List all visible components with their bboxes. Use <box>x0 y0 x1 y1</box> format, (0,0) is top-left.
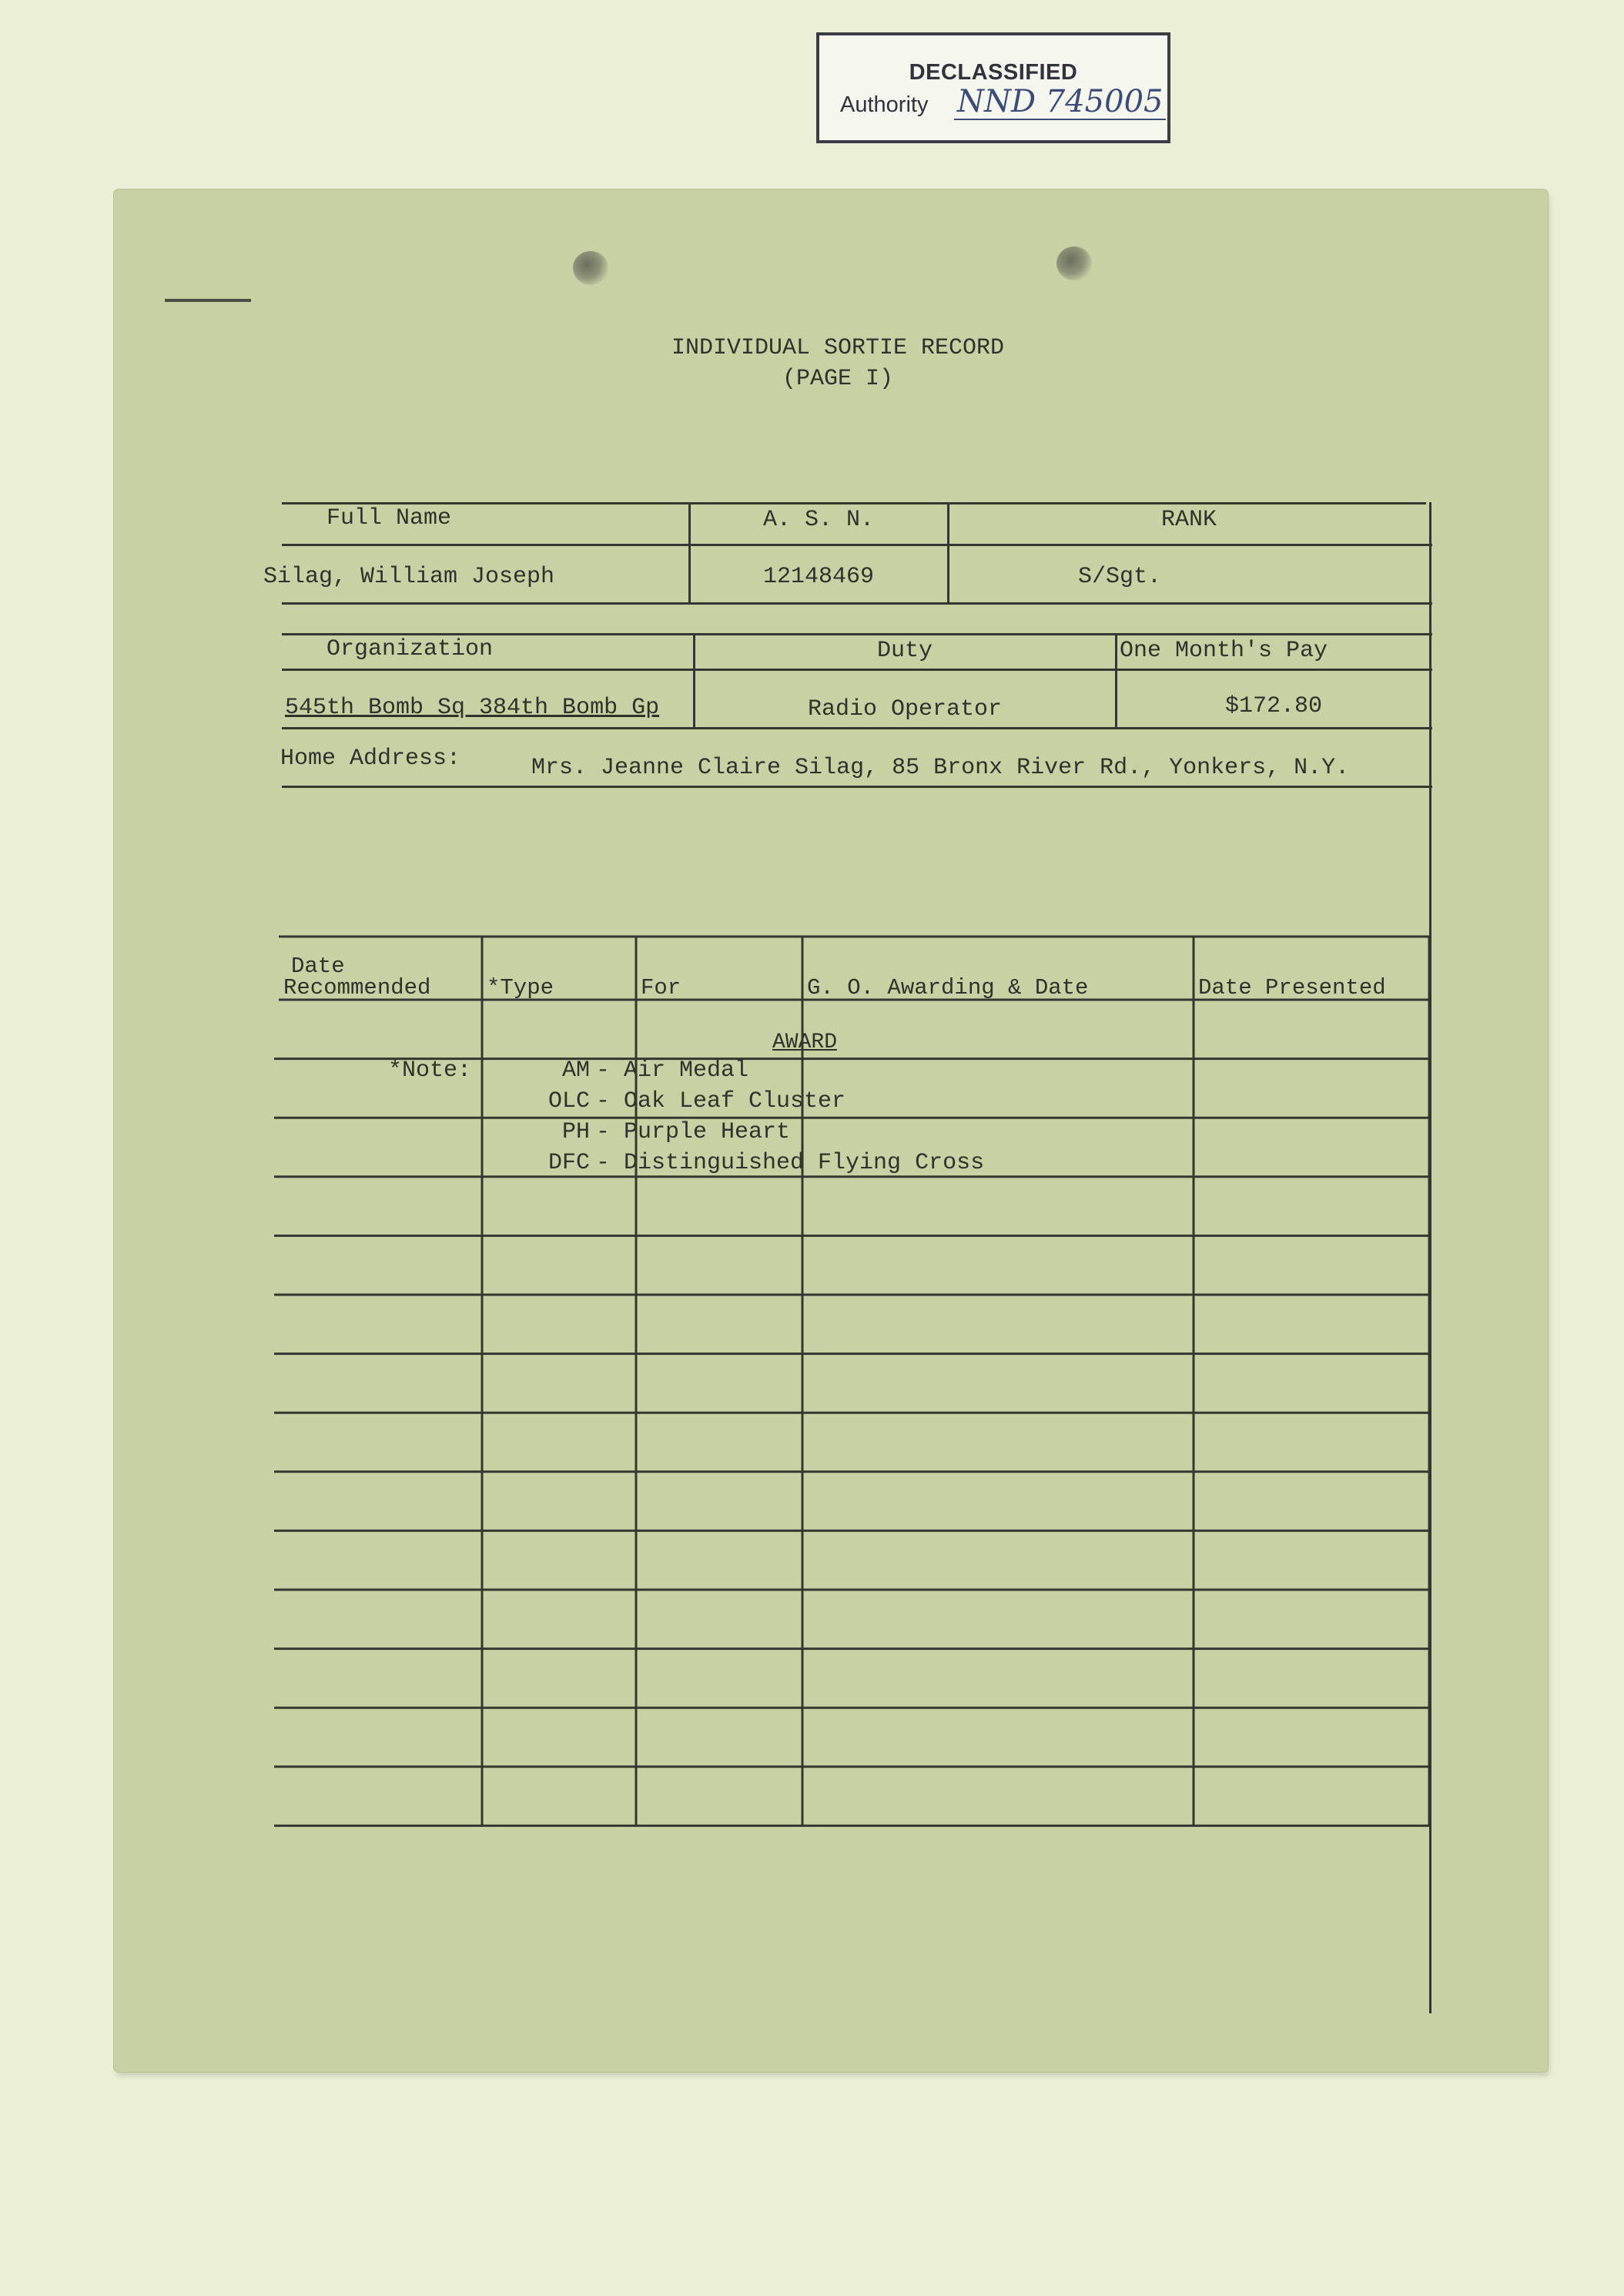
title-line-1: INDIVIDUAL SORTIE RECORD <box>671 335 1005 361</box>
note-code: DFC <box>547 1150 590 1176</box>
home-address-value: Mrs. Jeanne Claire Silag, 85 Bronx River Rd., Yonkers, N.Y. <box>531 755 1350 781</box>
punch-hole-left <box>573 251 608 285</box>
organization-header: Organization <box>326 636 494 662</box>
duty-value: Radio Operator <box>807 696 1003 722</box>
asn-header: A. S. N. <box>762 507 875 533</box>
table-column-header: G. O. Awarding & Date <box>807 975 1089 1001</box>
note-code: PH <box>561 1119 590 1145</box>
rank-value: S/Sgt. <box>1077 564 1162 590</box>
note-meaning: - Oak Leaf Cluster <box>596 1088 846 1114</box>
title-line-2: (PAGE I) <box>782 366 894 392</box>
organization-value: 545th Bomb Sq 384th Bomb Gp <box>285 695 660 721</box>
stamp-authority-label: Authority <box>840 92 929 117</box>
duty-header: Duty <box>876 638 933 664</box>
document-title <box>114 333 1562 394</box>
note-meaning: - Air Medal <box>596 1058 749 1084</box>
stamp-authority-value: NND 745005 <box>954 85 1166 120</box>
document-sheet <box>114 189 1548 2072</box>
pay-value: $172.80 <box>1224 693 1323 719</box>
table-column-header: Date Presented <box>1198 975 1386 1001</box>
stamp-title: DECLASSIFIED <box>909 60 1078 85</box>
table-column-header: For <box>641 975 681 1001</box>
awards-heading: AWARD <box>772 1031 837 1054</box>
note-code: OLC <box>547 1088 590 1114</box>
table-column-header: Date <box>291 954 345 979</box>
punch-hole-right <box>1056 246 1092 280</box>
pay-header: One Month's Pay <box>1120 638 1328 664</box>
note-meaning: - Distinguished Flying Cross <box>596 1150 985 1176</box>
home-address-label: Home Address: <box>280 746 461 772</box>
declassified-stamp <box>816 32 1170 143</box>
note-label: *Note: <box>388 1058 472 1084</box>
note-meaning: - Purple Heart <box>596 1119 791 1145</box>
note-code: AM <box>561 1058 590 1084</box>
full-name-header: Full Name <box>326 505 452 531</box>
margin-mark <box>165 299 251 302</box>
table-column-header: Recommended <box>283 975 431 1001</box>
rank-header: RANK <box>1160 507 1217 533</box>
table-column-header: *Type <box>487 975 554 1001</box>
asn-value: 12148469 <box>762 564 875 590</box>
full-name-value: Silag, William Joseph <box>263 564 555 590</box>
